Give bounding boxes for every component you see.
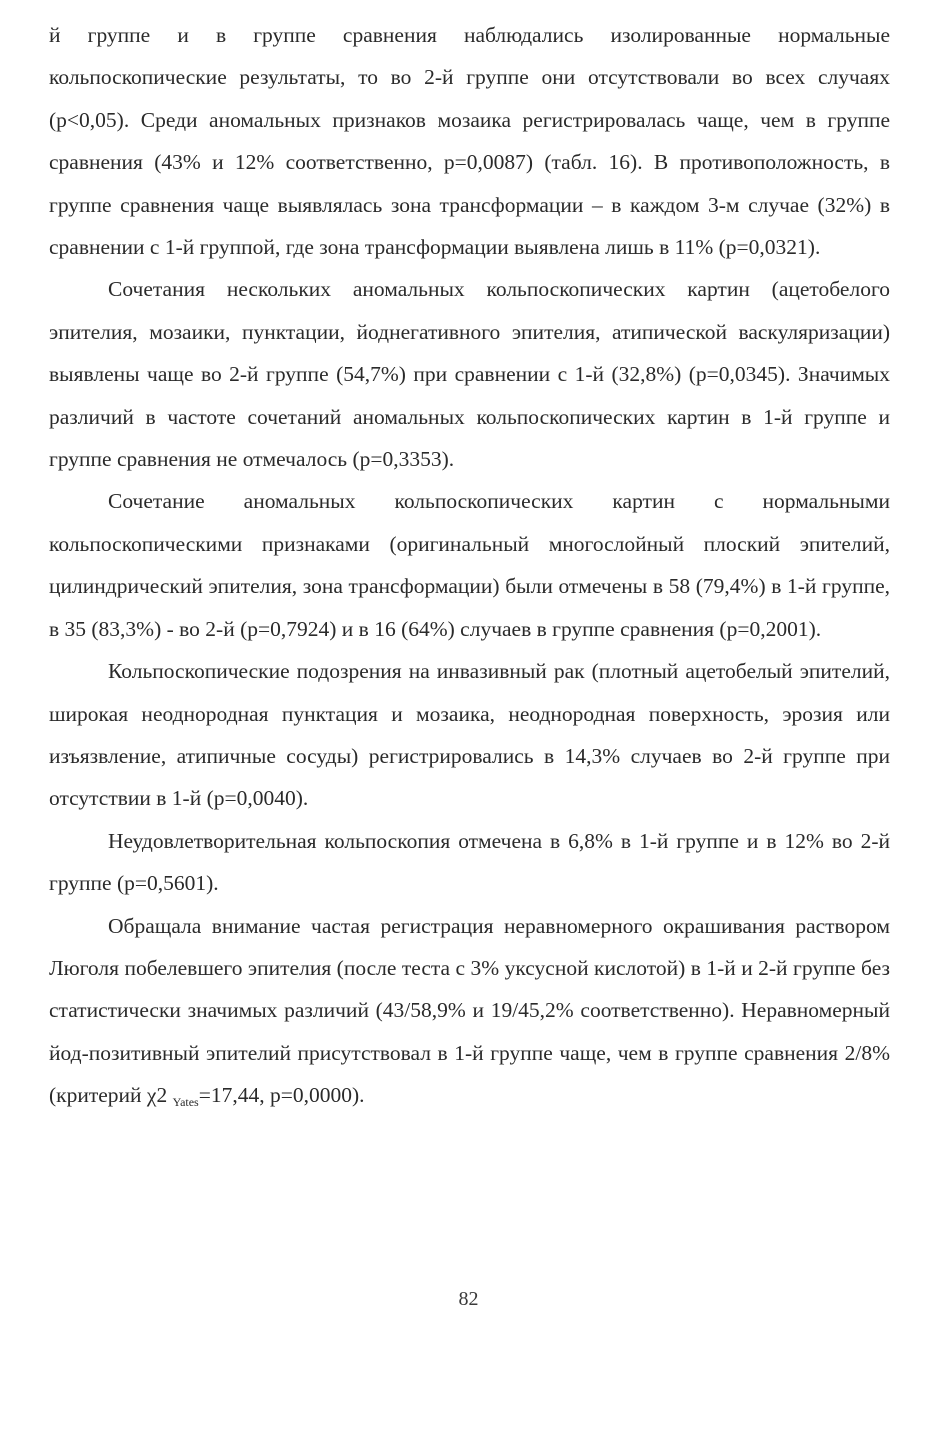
paragraph-5: Неудовлетворительная кольпоскопия отмечена в 6,8% в 1-й группе и в 12% во 2-й группе (p=0,5601). [49,828,890,896]
paragraph-6-tail: =17,44, p=0,0000). [198,1083,365,1108]
body-text [49,14,890,1117]
yates-subscript: Yates [172,1095,199,1110]
paragraph-4: Кольпоскопические подозрения на инвазивный рак (плотный ацетобелый эпителий, широкая неоднородная пунктация и мозаика, неоднородная поверхность, эрозия или изъязвление, атипичные сосуды) регистрировались в 14,3% случаев во 2-й группе при отсутствии в 1-й (p=0,0040). [49,659,890,811]
page-number: 82 [458,1288,479,1310]
paragraph-6-text: Обращала внимание частая регистрация неравномерного окрашивания раствором Люголя побелевшего эпителия (после теста с 3% уксусной кислотой) в 1-й и 2-й группе без статистически значимых различий (43/58,9% и 19/45,2% соответственно). Неравномерный йод-позитивный эпителий присутствовал в 1-й группе чаще, чем в группе сравнения 2/8% (критерий χ2 [49,913,890,1108]
paragraph-1: й группе и в группе сравнения наблюдались изолированные нормальные кольпоскопические результаты, то во 2-й группе они отсутствовали во всех случаях (p<0,05). Среди аномальных признаков мозаика регистрировалась чаще, чем в группе сравнения (43% и 12% соответственно, p=0,0087) (табл. 16). В противоположность, в группе сравнения чаще выявлялась зона трансформации – в каждом 3-м случае (32%) в сравнении с 1-й группой, где зона трансформации выявлена лишь в 11% (p=0,0321). [49,23,890,260]
paragraph-2: Сочетания нескольких аномальных кольпоскопических картин (ацетобелого эпителия, мозаики, пунктации, йоднегативного эпителия, атипической васкуляризации) выявлены чаще во 2-й группе (54,7%) при сравнении с 1-й (32,8%) (p=0,0345). Значимых различий в частоте сочетаний аномальных кольпоскопических картин в 1-й группе и группе сравнения не отмечалось (p=0,3353). [49,277,890,472]
paragraph-3: Сочетание аномальных кольпоскопических картин с нормальными кольпоскопическими признаками (оригинальный многослойный плоский эпителий, цилиндрический эпителия, зона трансформации) были отмечены в 58 (79,4%) в 1-й группе, в 35 (83,3%) - во 2-й (p=0,7924) и в 16 (64%) случаев в группе сравнения (p=0,2001). [49,489,890,641]
paragraph-6 [49,905,890,1117]
